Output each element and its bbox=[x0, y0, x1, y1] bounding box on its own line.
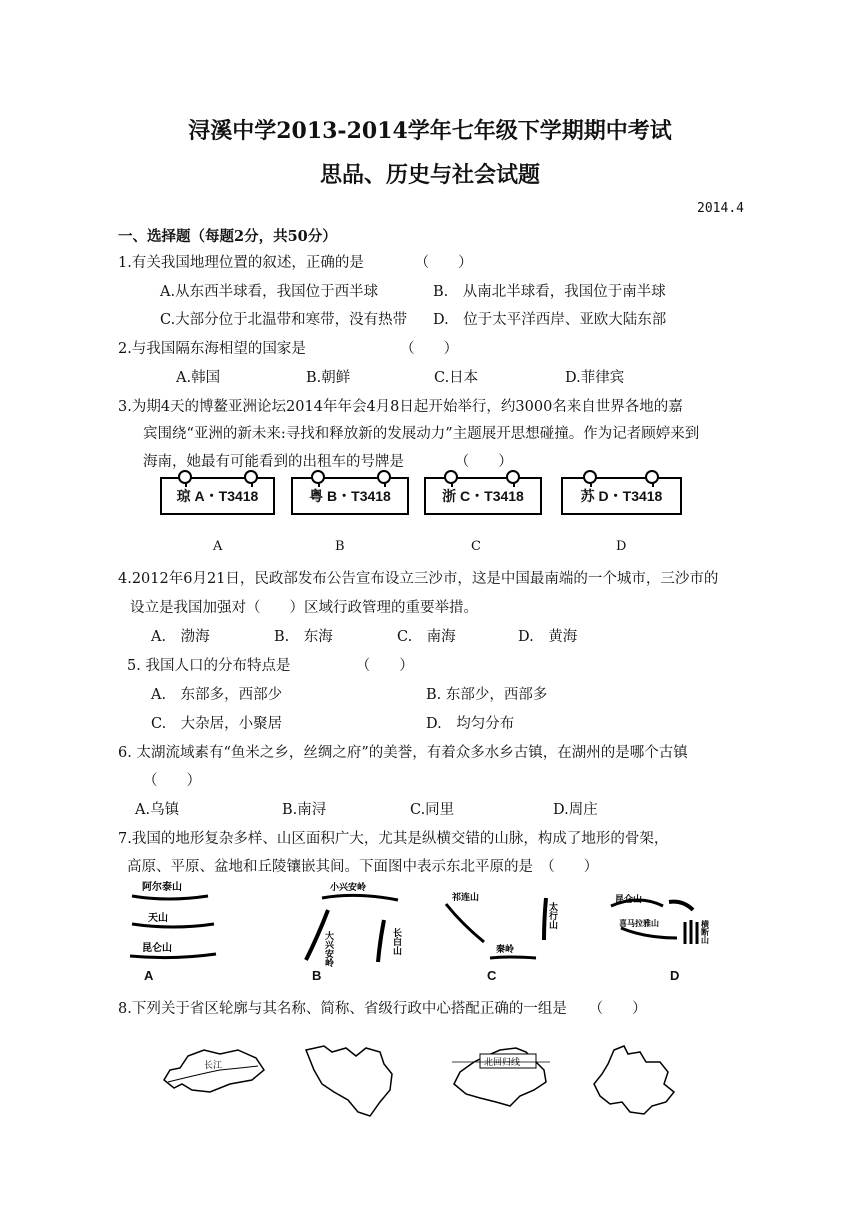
mountain-figure-c[interactable] bbox=[440, 876, 570, 971]
mountain-line bbox=[322, 895, 398, 900]
province-outline-map-2[interactable] bbox=[300, 1034, 400, 1120]
mountain-label: 昆仑山 bbox=[615, 895, 643, 905]
mountain-line bbox=[132, 924, 214, 927]
question-7-line-2: 高原、平原、盆地和丘陵镶嵌其间。下面图中表示东北平原的是 （ ） bbox=[127, 859, 599, 875]
section-heading: 一、选择题（每题2分，共50分） bbox=[118, 228, 337, 245]
mountain-label: 横断山 bbox=[700, 920, 710, 944]
exam-title: 浔溪中学2013-2014学年七年级下学期期中考试 bbox=[188, 118, 672, 144]
mountain-label: 大兴安岭 bbox=[323, 931, 333, 967]
question-1-option-c[interactable]: C.大部分位于北温带和寒带，没有热带 bbox=[160, 312, 408, 328]
mountain-label: 喜马拉雅山 bbox=[619, 919, 659, 928]
province-outline-map-1[interactable] bbox=[160, 1040, 270, 1100]
mountain-label: 祁连山 bbox=[452, 893, 480, 903]
question-1-option-d[interactable]: D. 位于太平洋西岸、亚欧大陆东部 bbox=[433, 312, 667, 328]
mountain-label: 天山 bbox=[148, 913, 168, 924]
question-2-option-c[interactable]: C.日本 bbox=[434, 370, 479, 386]
figure-letter-b: B bbox=[312, 968, 322, 983]
plate-option-d[interactable] bbox=[561, 477, 682, 515]
question-6-option-d[interactable]: D.周庄 bbox=[553, 802, 598, 818]
plate-text: 粤 B・T3418 bbox=[309, 488, 391, 504]
plate-letter-c: C bbox=[471, 539, 481, 554]
question-2-option-a[interactable]: A.韩国 bbox=[176, 370, 221, 386]
province-outline bbox=[306, 1046, 392, 1116]
mountain-line bbox=[446, 904, 484, 942]
question-6-option-c[interactable]: C.同里 bbox=[410, 802, 455, 818]
question-6-line-2: （ ） bbox=[143, 773, 201, 789]
question-2-option-b[interactable]: B.朝鲜 bbox=[306, 370, 351, 386]
question-1-option-a[interactable]: A.从东西半球看，我国位于西半球 bbox=[160, 284, 379, 300]
mountain-line bbox=[378, 920, 384, 962]
question-2-stem: 2.与我国隔东海相望的国家是 （ ） bbox=[118, 341, 459, 357]
question-4-option-a[interactable]: A. 渤海 bbox=[151, 629, 210, 645]
question-5-option-d[interactable]: D. 均匀分布 bbox=[426, 716, 515, 732]
question-7-line-1: 7.我国的地形复杂多样、山区面积广大，尤其是纵横交错的山脉，构成了地形的骨架， bbox=[118, 831, 669, 847]
mountain-line bbox=[685, 920, 697, 944]
mountain-figure-b[interactable] bbox=[292, 876, 412, 971]
province-outline bbox=[594, 1046, 674, 1114]
question-5-option-b[interactable]: B. 东部少，西部多 bbox=[426, 687, 548, 703]
question-2-option-d[interactable]: D.菲律宾 bbox=[565, 370, 625, 386]
question-8-stem: 8.下列关于省区轮廓与其名称、简称、省级行政中心搭配正确的一组是 （ ） bbox=[118, 1001, 647, 1017]
mountain-line bbox=[132, 896, 208, 899]
question-5-stem: 5. 我国人口的分布特点是 （ ） bbox=[127, 658, 414, 674]
question-4-option-c[interactable]: C. 南海 bbox=[397, 629, 456, 645]
plate-hole-icon bbox=[645, 470, 659, 484]
plate-text: 苏 D・T3418 bbox=[580, 488, 663, 504]
plate-hole-icon bbox=[178, 470, 192, 484]
question-1-stem: 1.有关我国地理位置的叙述，正确的是 （ ） bbox=[118, 255, 473, 271]
mountain-label: 小兴安岭 bbox=[330, 883, 367, 893]
question-4-line-1: 4.2012年6月21日，民政部发布公告宣布设立三沙市，这是中国最南端的一个城市，三沙市的 bbox=[118, 571, 719, 587]
mountain-line bbox=[130, 954, 216, 958]
province-outline-map-3[interactable] bbox=[450, 1036, 560, 1112]
figure-letter-a: A bbox=[144, 968, 154, 983]
question-1-option-b[interactable]: B. 从南北半球看，我国位于南半球 bbox=[433, 284, 666, 300]
mountain-figure-a[interactable] bbox=[128, 876, 220, 986]
mountain-line bbox=[544, 898, 546, 940]
plate-hole-icon bbox=[506, 470, 520, 484]
question-6-line-1: 6. 太湖流域素有“鱼米之乡，丝绸之府”的美誉，有着众多水乡古镇，在湖州的是哪个古镇 bbox=[118, 745, 688, 761]
map-label: 北回归线 bbox=[484, 1058, 521, 1068]
plate-option-a[interactable] bbox=[160, 477, 275, 515]
plate-hole-icon bbox=[583, 470, 597, 484]
exam-subtitle: 思品、历史与社会试题 bbox=[319, 162, 540, 188]
question-5-option-a[interactable]: A. 东部多，西部少 bbox=[151, 687, 283, 703]
province-outline-map-4[interactable] bbox=[588, 1040, 688, 1116]
question-4-option-b[interactable]: B. 东海 bbox=[274, 629, 333, 645]
question-3-line-2: 宾围绕“亚洲的新未来:寻找和释放新的发展动力”主题展开思想碰撞。作为记者顾婷来到 bbox=[143, 426, 700, 442]
exam-date: 2014.4 bbox=[697, 201, 744, 216]
plate-text: 琼 A・T3418 bbox=[176, 488, 259, 504]
question-4-line-2: 设立是我国加强对（ ）区域行政管理的重要举措。 bbox=[130, 600, 478, 616]
plate-letter-d: D bbox=[616, 539, 627, 554]
mountain-label: 秦岭 bbox=[496, 945, 515, 955]
question-6-option-b[interactable]: B.南浔 bbox=[282, 802, 327, 818]
question-6-option-a[interactable]: A.乌镇 bbox=[135, 802, 180, 818]
figure-letter-d: D bbox=[670, 968, 680, 983]
map-label: 长江 bbox=[204, 1061, 223, 1071]
mountain-line bbox=[669, 902, 693, 910]
plate-letter-b: B bbox=[335, 539, 345, 554]
plate-hole-icon bbox=[377, 470, 391, 484]
question-4-option-d[interactable]: D. 黄海 bbox=[518, 629, 578, 645]
plate-letter-a: A bbox=[213, 539, 223, 554]
question-3-line-1: 3.为期4天的博鳌亚洲论坛2014年年会4月8日起开始举行，约3000名来自世界各地的嘉 bbox=[118, 399, 683, 415]
mountain-label: 太行山 bbox=[547, 902, 557, 929]
question-3-line-3: 海南，她最有可能看到的出租车的号牌是 （ ） bbox=[143, 454, 513, 470]
figure-letter-c: C bbox=[487, 968, 497, 983]
mountain-line bbox=[621, 928, 677, 938]
plate-text: 浙 C・T3418 bbox=[442, 488, 524, 504]
question-5-option-c[interactable]: C. 大杂居，小聚居 bbox=[151, 716, 283, 732]
mountain-label: 长白山 bbox=[391, 928, 401, 955]
plate-option-b[interactable] bbox=[291, 477, 409, 515]
plate-hole-icon bbox=[244, 470, 258, 484]
plate-option-c[interactable] bbox=[424, 477, 542, 515]
mountain-label: 昆仑山 bbox=[142, 943, 172, 954]
plate-hole-icon bbox=[444, 470, 458, 484]
mountain-line bbox=[490, 957, 536, 958]
mountain-label: 阿尔泰山 bbox=[142, 882, 182, 893]
mountain-figure-d[interactable] bbox=[605, 876, 730, 971]
plate-hole-icon bbox=[311, 470, 325, 484]
